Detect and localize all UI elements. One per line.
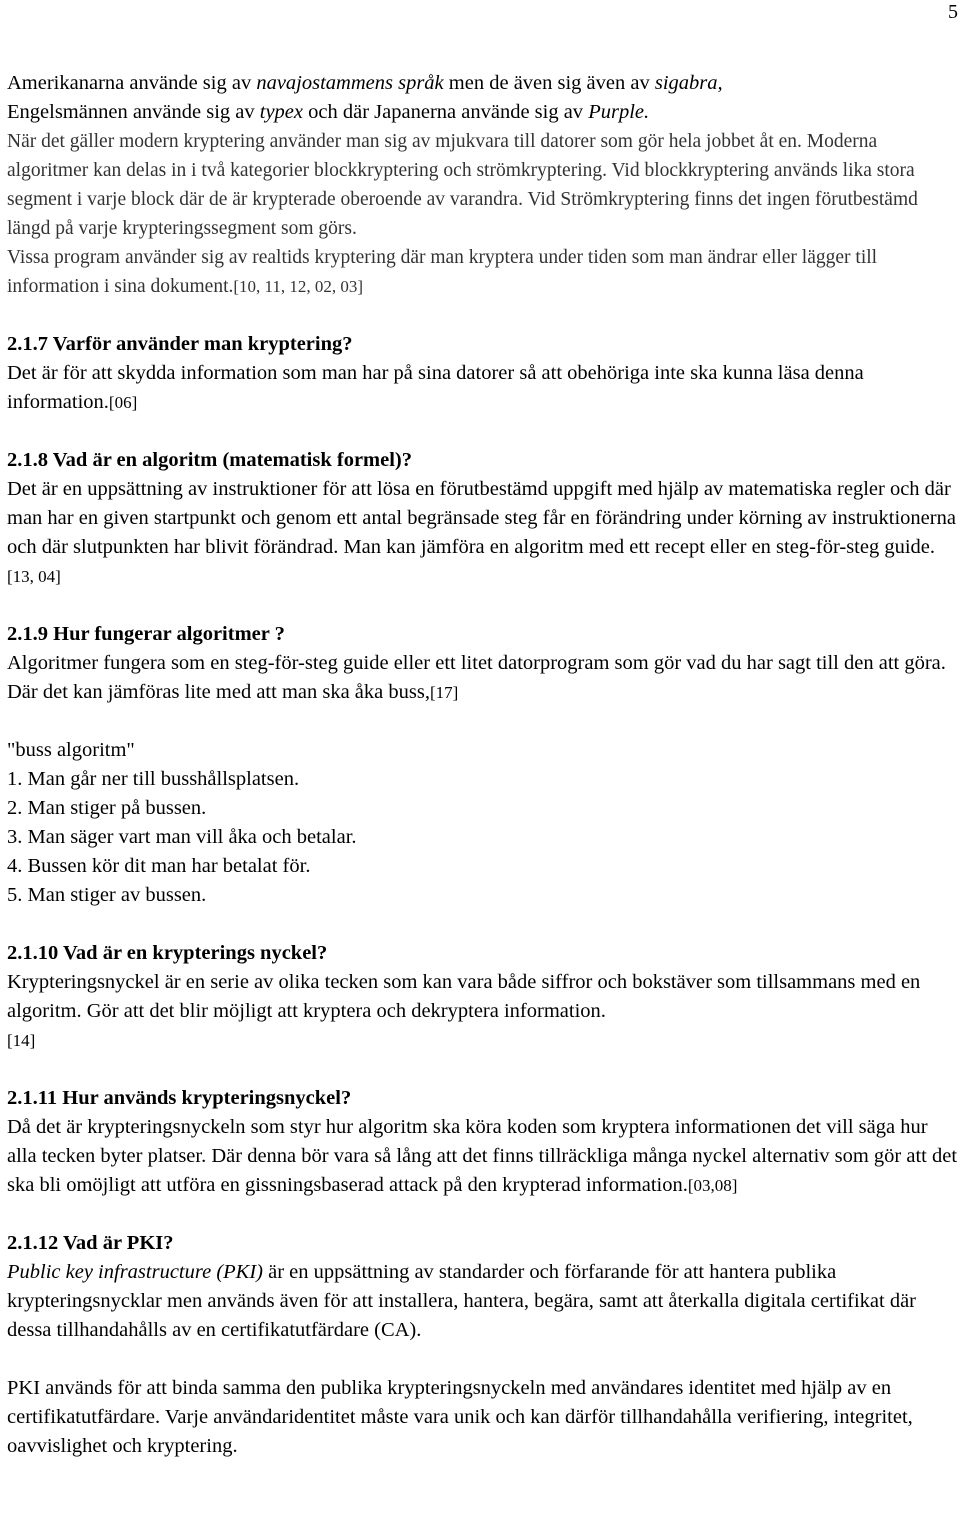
list-item: 2. Man stiger på bussen. (7, 797, 207, 819)
italic-run: Public key infrastructure (PKI) (7, 1261, 263, 1283)
list-item: 4. Bussen kör dit man har betalat för. (7, 855, 311, 877)
section-heading-2-1-9: 2.1.9 Hur fungerar algoritmer ? (7, 623, 285, 645)
italic-run: sigabra, (654, 72, 723, 94)
section-body-2-1-8 (7, 475, 959, 591)
list-title: "buss algoritm" (7, 739, 135, 761)
text-run: Det är för att skydda information som man har på sina datorer så att obehöriga inte ska kunna läsa denna information. (7, 362, 864, 413)
text-run: Det är en uppsättning av instruktioner för att lösa en förutbestämd uppgift med hjälp av matematiska regler och där man har en given startpunkt och genom ett antal begränsade steg får en förändring under körning av instruktionerna och där slutpunkten har blivit förändrad. Man kan jämföra en algoritm med ett recept eller en steg-för-steg guide. (7, 478, 956, 558)
text-run: Krypteringsnyckel är en serie av olika tecken som kan vara både siffror och bokstäver som tillsammans med en algoritm. Gör att det blir möjligt att kryptera och dekryptera information. (7, 971, 921, 1022)
italic-run: Purple. (588, 101, 650, 123)
reference: [13, 04] (7, 567, 61, 586)
section-heading-2-1-12: 2.1.12 Vad är PKI? (7, 1232, 174, 1254)
reference: [17] (429, 683, 459, 702)
list-item: 5. Man stiger av bussen. (7, 884, 207, 906)
text-run: Amerikanarna använde sig av (7, 72, 257, 94)
section-body-2-1-9 (7, 649, 959, 707)
intro-paragraph-1 (7, 69, 959, 127)
reference: [14] (7, 1031, 36, 1050)
section-heading-2-1-11: 2.1.11 Hur används krypteringsnyckel? (7, 1087, 352, 1109)
page-number: 5 (948, 1, 958, 23)
text-run: Engelsmännen använde sig av (7, 101, 260, 123)
list-item: 1. Man går ner till busshållsplatsen. (7, 768, 300, 790)
section-heading-2-1-10: 2.1.10 Vad är en krypterings nyckel? (7, 942, 328, 964)
text-run: är en uppsättning av standarder och förfarande för att hantera publika krypteringsnycklar men används även för att installera, hantera, begära, samt att återkalla digitala certifikat där dessa tillhandahålls av en certifikatutfärdare (CA). (7, 1261, 917, 1341)
section-body-2-1-12-paragraph-2: PKI används för att binda samma den publika krypteringsnyckeln med användares identitet med hjälp av en certifikatutfärdare. Varje användaridentitet måste vara unik och kan därför tillhandahålla verifiering, integritet, oavvislighet och kryptering. (7, 1377, 913, 1457)
section-heading-2-1-8: 2.1.8 Vad är en algoritm (matematisk formel)? (7, 449, 413, 471)
section-body-2-1-11 (7, 1113, 959, 1200)
text-run: men de även sig även av (443, 72, 655, 94)
section-heading-2-1-7: 2.1.7 Varför använder man kryptering? (7, 333, 353, 355)
list-item: 3. Man säger vart man vill åka och betalar. (7, 826, 357, 848)
section-body-2-1-12 (7, 1258, 959, 1345)
intro-paragraph-2: När det gäller modern kryptering använder man sig av mjukvara till datorer som gör hela jobbet åt en. Moderna algoritmer kan delas in i två kategorier blockkryptering och strömkryptering. Vid blockkryptering används lika stora segment i varje block där de är krypterade oberoende av varandra. Vid Strömkryptering finns det ingen förutbestämd längd på varje krypteringssegment som görs. (7, 131, 918, 239)
document-body (7, 69, 959, 1461)
italic-run: typex (259, 101, 304, 123)
text-run: Då det är krypteringsnyckeln som styr hur algoritm ska köra koden som kryptera informationen det vill säga hur alla tecken byter platser. Där denna bör vara så lång att det finns tillräckliga många nyckel alternativ som gör att det ska bli omöjligt att utföra en gissningsbaserad attack på den krypterad information. (7, 1116, 958, 1196)
text-run: Vissa program använder sig av realtids kryptering där man kryptera under tiden som man ändrar eller lägger till information i sina dokument. (7, 247, 878, 297)
reference: [10, 11, 12, 02, 03] (233, 277, 364, 296)
section-body-2-1-10 (7, 968, 959, 1055)
intro-paragraph-3 (7, 243, 959, 301)
reference: [03,08] (687, 1176, 738, 1195)
text-run: och där Japanerna använde sig av (303, 101, 589, 123)
section-body-2-1-7 (7, 359, 959, 417)
reference: [06] (108, 393, 138, 412)
text-run: Algoritmer fungera som en steg-för-steg guide eller ett litet datorprogram som gör vad du har sagt till den att göra. Där det kan jämföras lite med att man ska åka buss, (7, 652, 946, 703)
italic-run: navajostammens språk (256, 72, 444, 94)
